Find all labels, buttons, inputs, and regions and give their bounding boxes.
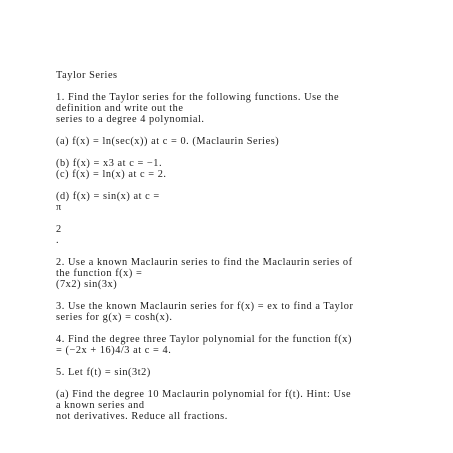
question-1 [56, 92, 426, 125]
question-1c: (c) f(x) = ln(x) at c = 2. [56, 169, 167, 180]
question-1-line: series to a degree 4 polynomial. [56, 114, 205, 125]
fraction-denominator [56, 224, 426, 246]
fraction-line: 2 [56, 224, 62, 235]
question-5a-line: a known series and [56, 400, 145, 411]
question-5a-line: (a) Find the degree 10 Maclaurin polynomial for f(t). Hint: Use [56, 389, 352, 400]
document-title: Taylor Series [56, 70, 118, 81]
question-2 [56, 257, 426, 290]
question-4-line: = (−2x + 16)4/3 at c = 4. [56, 345, 172, 356]
question-5a [56, 389, 426, 422]
question-1d-line: (d) f(x) = sin(x) at c = [56, 191, 160, 202]
question-1a: (a) f(x) = ln(sec(x)) at c = 0. (Maclaurin Series) [56, 136, 280, 147]
question-4-line: 4. Find the degree three Taylor polynomial for the function f(x) [56, 334, 352, 345]
document-page [56, 70, 426, 422]
question-1b: (b) f(x) = x3 at c = −1. [56, 158, 163, 169]
question-4 [56, 334, 426, 356]
question-3-line: 3. Use the known Maclaurin series for f(x) = ex to find a Taylor [56, 301, 354, 312]
question-2-line: the function f(x) = [56, 268, 143, 279]
fraction-line: . [56, 235, 60, 246]
question-1-line: definition and write out the [56, 103, 184, 114]
question-2-line: 2. Use a known Maclaurin series to find the Maclaurin series of [56, 257, 353, 268]
question-1d-line: π [56, 202, 62, 213]
question-1-line: 1. Find the Taylor series for the following functions. Use the [56, 92, 340, 103]
question-3 [56, 301, 426, 323]
question-3-line: series for g(x) = cosh(x). [56, 312, 173, 323]
question-5a-line: not derivatives. Reduce all fractions. [56, 411, 228, 422]
question-1bc [56, 158, 426, 180]
question-1d [56, 191, 426, 213]
question-2-line: (7x2) sin(3x) [56, 279, 118, 290]
question-5: 5. Let f(t) = sin(3t2) [56, 367, 151, 378]
